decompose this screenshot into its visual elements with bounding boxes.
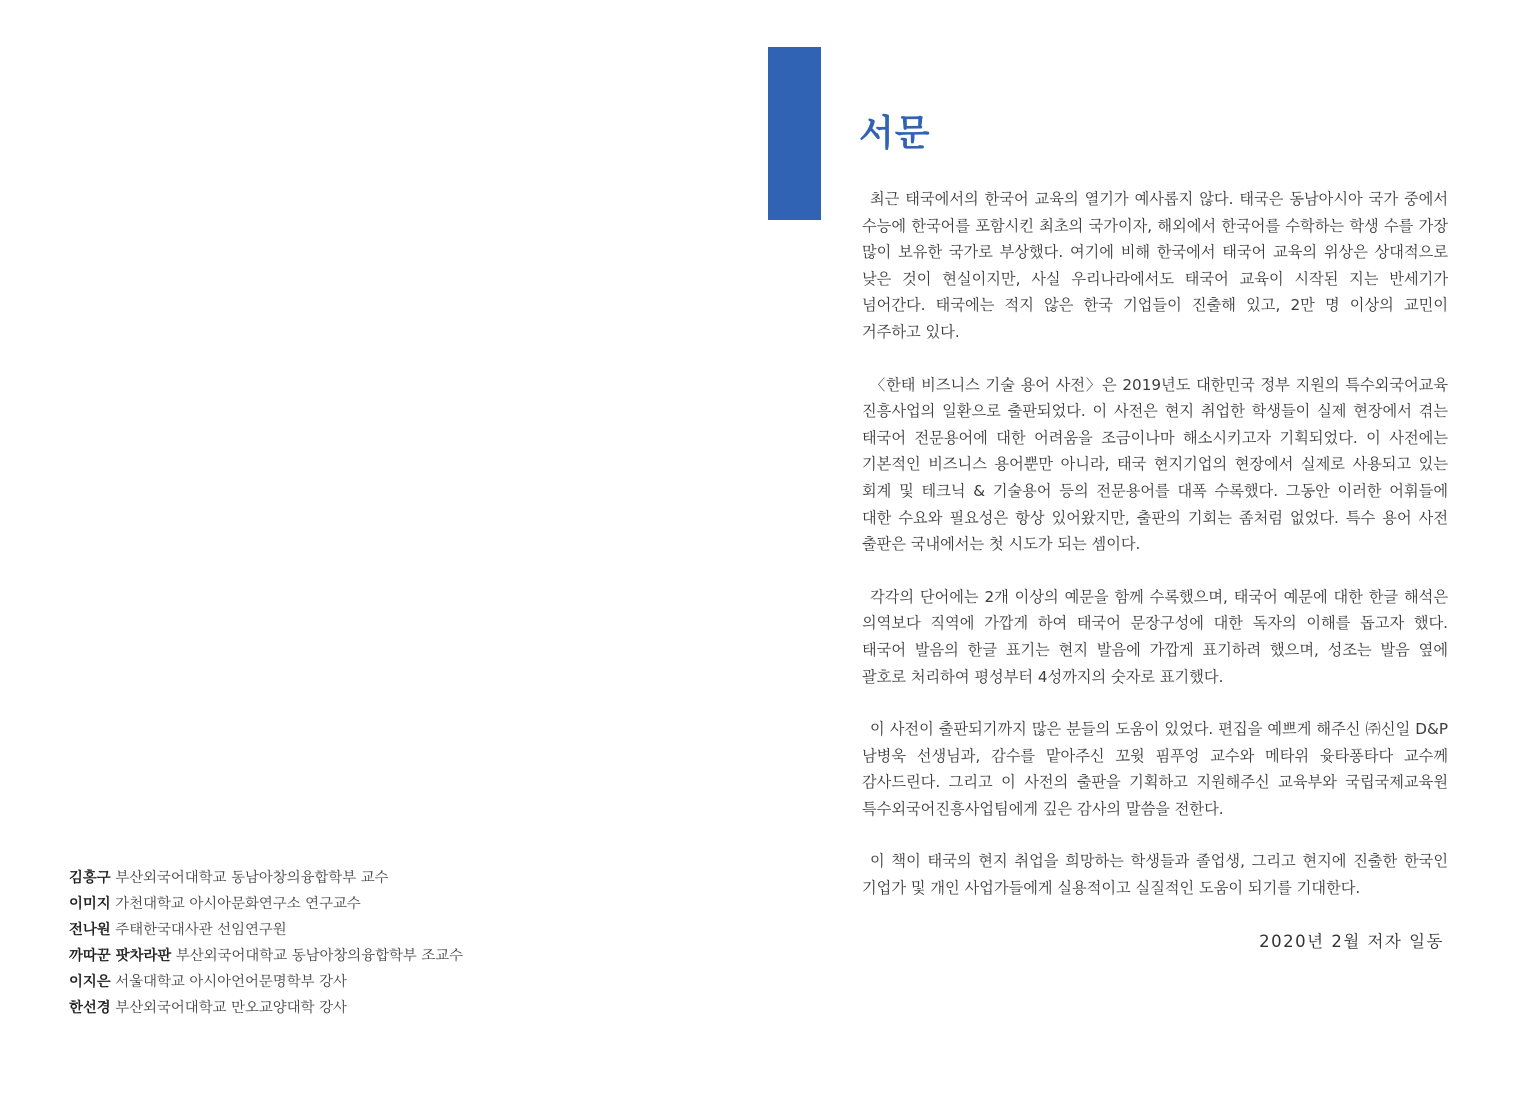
author-affiliation: 가천대학교 아시아문화연구소 연구교수 bbox=[115, 896, 361, 912]
preface-paragraph-4: 이 사전이 출판되기까지 많은 분들의 도움이 있었다. 편집을 예쁘게 해주신 ㈜신일 D&P 남병욱 선생님과, 감수를 맡아주신 꼬윗 핌푸엉 교수와 메타위 윳타퐁타다 교수께 감사드린다. 그리고 이 사전의 출판을 기획하고 지원해주신 교육부와 국립국제교육원 특수외국어진흥사업팀에게 깊은 감사의 말씀을 전한다. bbox=[862, 720, 1448, 818]
author-affiliation: 부산외국어대학교 동남아창의융합학부 교수 bbox=[115, 870, 389, 886]
preface-title: 서문 bbox=[859, 113, 931, 154]
preface-signature: 2020년 2월 저자 일동 bbox=[1259, 931, 1444, 951]
preface-paragraph-2: 〈한태 비즈니스 기술 용어 사전〉은 2019년도 대한민국 정부 지원의 특수외국어교육 진흥사업의 일환으로 출판되었다. 이 사전은 현지 취업한 학생들이 실제 현장에서 겪는 태국어 전문용어에 대한 어려움을 조금이나마 해소시키고자 기획되었다. 이 사전에는 기본적인 비즈니스 용어뿐만 아니라, 태국 현지기업의 현장에서 실제로 사용되고 있는 회계 및 테크닉 & 기술용어 등의 전문용어를 대폭 수록했다. 그동안 이러한 어휘들에 대한 수요와 필요성은 항상 있어왔지만, 출판의 기회는 좀처럼 없었다. 특수 용어 사전 출판은 국내에서는 첫 시도가 되는 셈이다. bbox=[862, 375, 1448, 554]
author-name: 전나원 bbox=[69, 922, 111, 938]
author-affiliation: 서울대학교 아시아언어문명학부 강사 bbox=[115, 974, 347, 990]
author-affiliation: 주태한국대사관 선임연구원 bbox=[115, 922, 287, 938]
preface-paragraph-1: 최근 태국에서의 한국어 교육의 열기가 예사롭지 않다. 태국은 동남아시아 국가 중에서 수능에 한국어를 포함시킨 최초의 국가이자, 해외에서 한국어를 수학하는 학생 수를 가장 많이 보유한 국가로 부상했다. 여기에 비해 한국에서 태국어 교육의 위상은 상대적으로 낮은 것이 현실이지만, 사실 우리나라에서도 태국어 교육이 시작된 지는 반세기가 넘어간다. 태국에는 적지 않은 한국 기업들이 진출해 있고, 2만 명 이상의 교민이 거주하고 있다. bbox=[862, 190, 1448, 341]
author-row bbox=[69, 995, 669, 1021]
author-name: 까따꾼 팟차라판 bbox=[69, 948, 172, 964]
author-name: 이미지 bbox=[69, 896, 111, 912]
author-row bbox=[69, 943, 669, 969]
author-row bbox=[69, 917, 669, 943]
preface-page bbox=[859, 110, 1448, 952]
author-row bbox=[69, 891, 669, 917]
author-name: 이지은 bbox=[69, 974, 111, 990]
preface-paragraph-5: 이 책이 태국의 현지 취업을 희망하는 학생들과 졸업생, 그리고 현지에 진출한 한국인 기업가 및 개인 사업가들에게 실용적이고 실질적인 도움이 되기를 기대한다. bbox=[862, 852, 1448, 898]
author-row bbox=[69, 969, 669, 995]
author-list bbox=[69, 865, 669, 1021]
preface-paragraph-3: 각각의 단어에는 2개 이상의 예문을 함께 수록했으며, 태국어 예문에 대한 한글 해석은 의역보다 직역에 가깝게 하여 태국어 문장구성에 대한 독자의 이해를 돕고자 했다. 태국어 발음의 한글 표기는 현지 발음에 가깝게 표기하려 했으며, 성조는 발음 옆에 괄호로 처리하여 평성부터 4성까지의 숫자로 표기했다. bbox=[862, 587, 1448, 686]
accent-bar bbox=[768, 47, 821, 220]
author-name: 한선경 bbox=[69, 1000, 111, 1016]
author-affiliation: 부산외국어대학교 만오교양대학 강사 bbox=[115, 1000, 347, 1016]
author-row bbox=[69, 865, 669, 891]
author-affiliation: 부산외국어대학교 동남아창의융합학부 조교수 bbox=[175, 948, 464, 964]
author-name: 김홍구 bbox=[69, 870, 111, 886]
